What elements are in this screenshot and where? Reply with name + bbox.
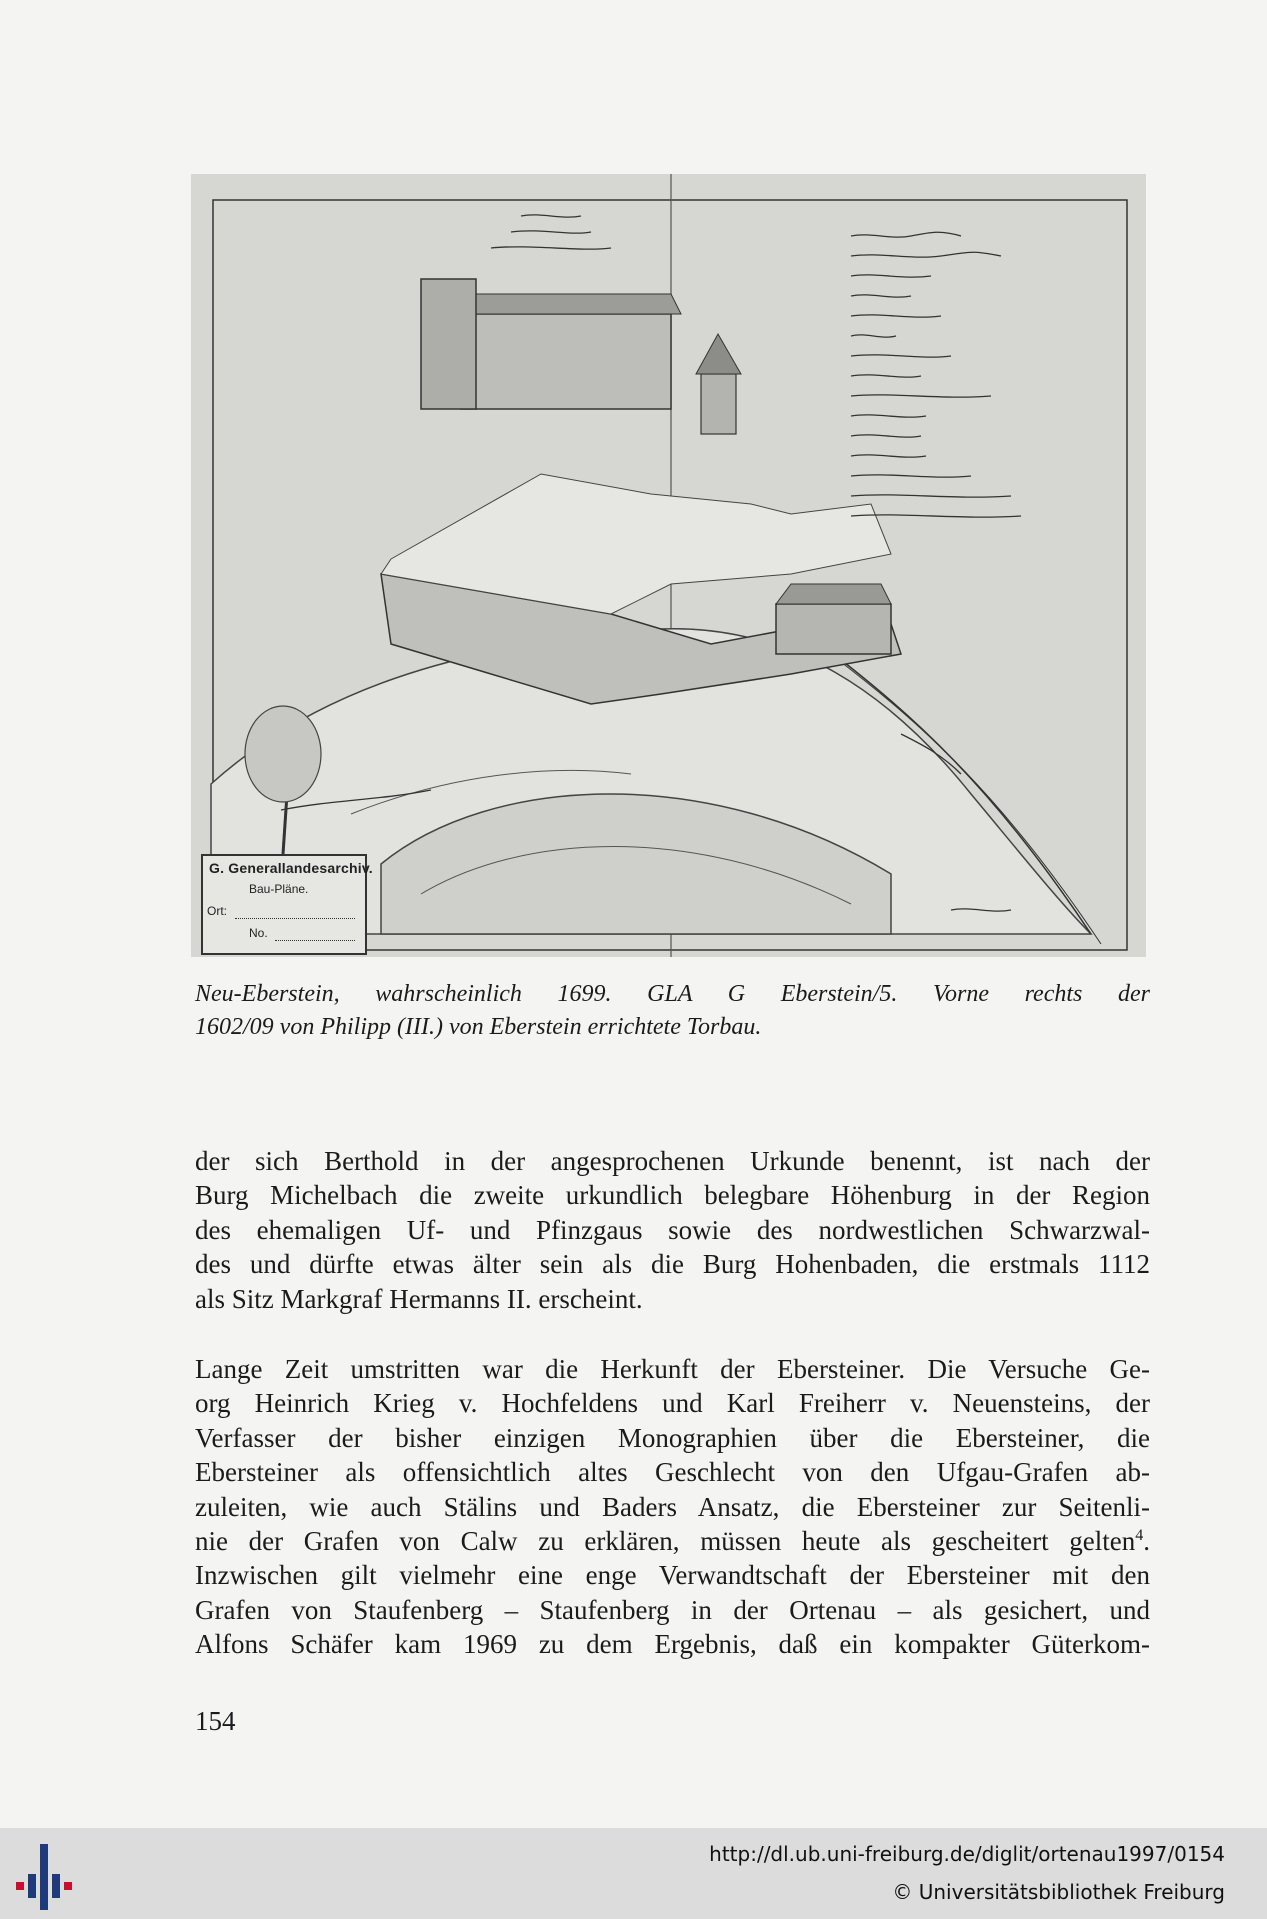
castle-drawing-figure <box>191 174 1146 957</box>
stamp-category: Bau-Pläne. <box>249 882 309 896</box>
text-fragment: . <box>1143 1526 1150 1557</box>
stamp-place-label: Ort: <box>207 904 227 918</box>
page-number: 154 <box>195 1706 236 1736</box>
text-fragment: nie der Grafen von Calw zu erklären, müssen heute als gescheitert gelten <box>195 1526 1136 1557</box>
text-line: des ehemaligen Uf- und Pfinzgaus sowie des nordwestlichen Schwarzwal- <box>195 1214 1150 1245</box>
text-line: der sich Berthold in der angesprochenen Urkunde benennt, ist nach der <box>195 1146 1150 1176</box>
stamp-archive-name: G. Generallandesarchiv. <box>209 860 373 876</box>
text-line: Verfasser der bisher einzigen Monographien über die Ebersteiner, die <box>195 1422 1150 1453</box>
copyright-notice: © Universitätsbibliothek Freiburg <box>892 1880 1225 1904</box>
text-line: zuleiten, wie auch Stälins und Baders Ansatz, die Ebersteiner zur Seitenli- <box>195 1491 1150 1522</box>
text-line: org Heinrich Krieg v. Hochfeldens und Karl Freiherr v. Neuensteins, der <box>195 1388 1150 1419</box>
figure-caption <box>195 978 1150 1044</box>
text-line: Burg Michelbach die zweite urkundlich belegbare Höhenburg in der Region <box>195 1180 1150 1211</box>
text-line: als Sitz Markgraf Hermanns II. erscheint. <box>195 1283 643 1314</box>
text-line: Alfons Schäfer kam 1969 zu dem Ergebnis, daß ein kompakter Güterkom- <box>195 1629 1150 1660</box>
text-line: Ebersteiner als offensichtlich altes Geschlecht von den Ufgau-Grafen ab- <box>195 1457 1150 1488</box>
viewer-footer <box>0 1828 1267 1919</box>
archive-stamp <box>201 854 373 955</box>
text-line: Lange Zeit umstritten war die Herkunft der Ebersteiner. Die Versuche Ge- <box>195 1354 1150 1384</box>
caption-line: Neu-Eberstein, wahrscheinlich 1699. GLA G Eberstein/5. Vorne rechts der <box>195 981 1150 1007</box>
paragraph-1 <box>195 1144 1150 1316</box>
library-logo-icon <box>16 1844 78 1910</box>
footnote-marker: 4 <box>1135 1527 1144 1545</box>
castle-drawing-illustration <box>191 174 1146 957</box>
text-line: Inzwischen gilt vielmehr eine enge Verwandtschaft der Ebersteiner mit den <box>195 1560 1150 1591</box>
caption-line: 1602/09 von Philipp (III.) von Eberstein errichtete Torbau. <box>195 1014 762 1040</box>
text-line-with-footnote <box>195 1524 1150 1558</box>
document-url-link[interactable]: http://dl.ub.uni-freiburg.de/diglit/ortenau1997/0154 <box>709 1842 1225 1866</box>
paragraph-2 <box>195 1352 1150 1662</box>
text-line: des und dürfte etwas älter sein als die Burg Hohenbaden, die erstmals 1112 <box>195 1249 1150 1280</box>
stamp-number-label: No. <box>249 926 268 940</box>
text-line: Grafen von Staufenberg – Staufenberg in der Ortenau – als gesichert, und <box>195 1594 1150 1625</box>
